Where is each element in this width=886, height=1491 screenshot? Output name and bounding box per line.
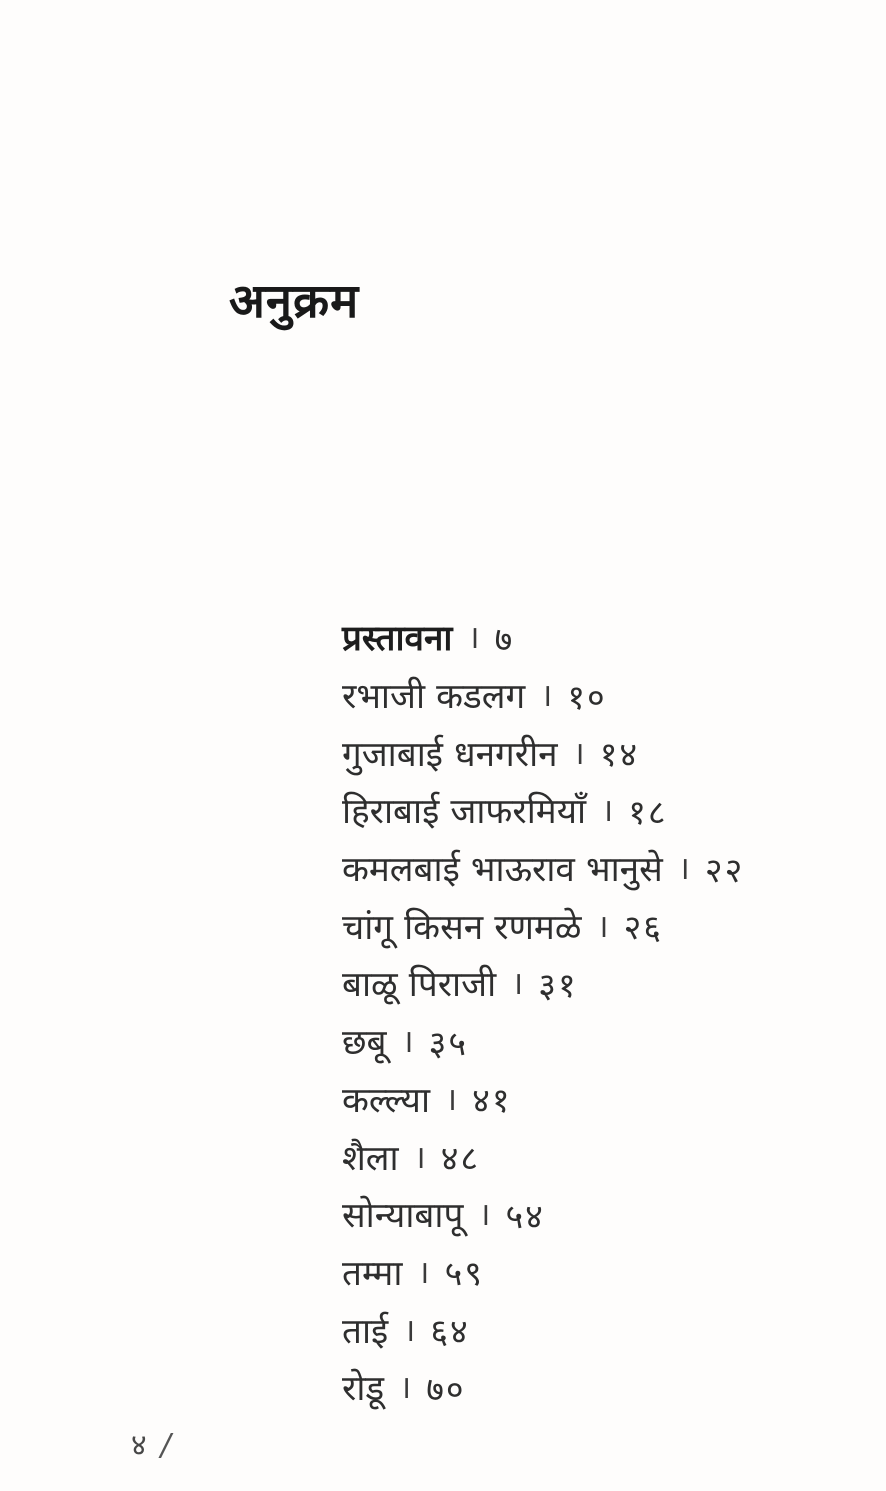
table-of-contents — [342, 609, 744, 1417]
toc-entry-title: छबू — [342, 1023, 387, 1064]
toc-entry-title: सोन्याबापू — [342, 1196, 464, 1237]
toc-entry-separator: । — [540, 676, 553, 715]
toc-entry — [342, 840, 744, 898]
toc-entry-page-number: ७ — [494, 619, 515, 660]
toc-entry-separator: । — [399, 1368, 412, 1407]
toc-entry — [342, 897, 744, 955]
toc-entry — [342, 1128, 744, 1186]
toc-entry-page-number: ६४ — [430, 1312, 470, 1353]
toc-entry-separator: । — [596, 906, 609, 945]
toc-entry-page-number: २६ — [623, 908, 663, 949]
toc-entry-page-number: ४८ — [440, 1139, 481, 1180]
toc-entry-title: कमलबाई भाऊराव भानुसे — [342, 850, 663, 891]
toc-entry-page-number: ५९ — [444, 1254, 484, 1295]
toc-entry-separator: । — [601, 791, 614, 830]
toc-entry — [342, 667, 744, 725]
toc-entry-title: बाळू पिराजी — [342, 965, 497, 1006]
toc-entry-title: रोडू — [342, 1369, 385, 1410]
toc-entry-separator: । — [403, 1310, 416, 1349]
toc-entry — [342, 724, 744, 782]
toc-entry — [342, 782, 744, 840]
toc-entry-title: कल्ल्या — [342, 1080, 431, 1121]
toc-entry-title: हिराबाई जाफरमियाँ — [342, 792, 587, 833]
page-title: अनुक्रम — [229, 274, 360, 329]
toc-entry-page-number: ४१ — [472, 1081, 512, 1122]
toc-entry-separator: । — [467, 618, 480, 657]
toc-entry-page-number: ३५ — [428, 1023, 469, 1064]
toc-entry-title: शैला — [342, 1138, 399, 1179]
toc-entry — [342, 1071, 744, 1129]
toc-entry-page-number: १० — [567, 677, 607, 718]
toc-entry-separator: । — [677, 849, 690, 888]
toc-entry-page-number: २२ — [704, 850, 745, 891]
toc-entry-separator: । — [478, 1195, 491, 1234]
toc-entry-title: ताई — [342, 1311, 389, 1352]
toc-entry-page-number: ७० — [426, 1369, 466, 1410]
toc-entry-separator: । — [413, 1137, 426, 1176]
toc-entry-page-number: ३१ — [538, 965, 578, 1006]
folio-separator: / — [160, 1428, 171, 1463]
toc-entry-separator: । — [445, 1079, 458, 1118]
toc-entry — [342, 1359, 744, 1417]
page-footer — [131, 1423, 171, 1464]
toc-entry-page-number: ५४ — [505, 1196, 545, 1237]
toc-entry — [342, 1186, 744, 1244]
toc-entry-title: गुजाबाई धनगरीन — [342, 734, 558, 775]
toc-entry-separator: । — [511, 964, 524, 1003]
toc-entry-separator: । — [417, 1252, 430, 1291]
toc-entry-title: चांगू किसन रणमळे — [342, 907, 582, 948]
toc-entry-separator: । — [572, 733, 585, 772]
toc-entry-title: रभाजी कडलग — [342, 677, 526, 718]
toc-entry — [342, 1301, 744, 1359]
toc-entry-title: तम्मा — [342, 1253, 403, 1294]
toc-entry — [342, 1244, 744, 1302]
toc-entry — [342, 1013, 744, 1071]
toc-entry-title: प्रस्तावना — [342, 619, 453, 660]
toc-entry — [342, 609, 744, 667]
toc-entry-separator: । — [401, 1022, 414, 1061]
toc-entry-page-number: १८ — [628, 792, 668, 833]
toc-entry-page-number: १४ — [599, 735, 640, 776]
toc-entry — [342, 955, 744, 1013]
folio-number: ४ — [131, 1428, 147, 1463]
